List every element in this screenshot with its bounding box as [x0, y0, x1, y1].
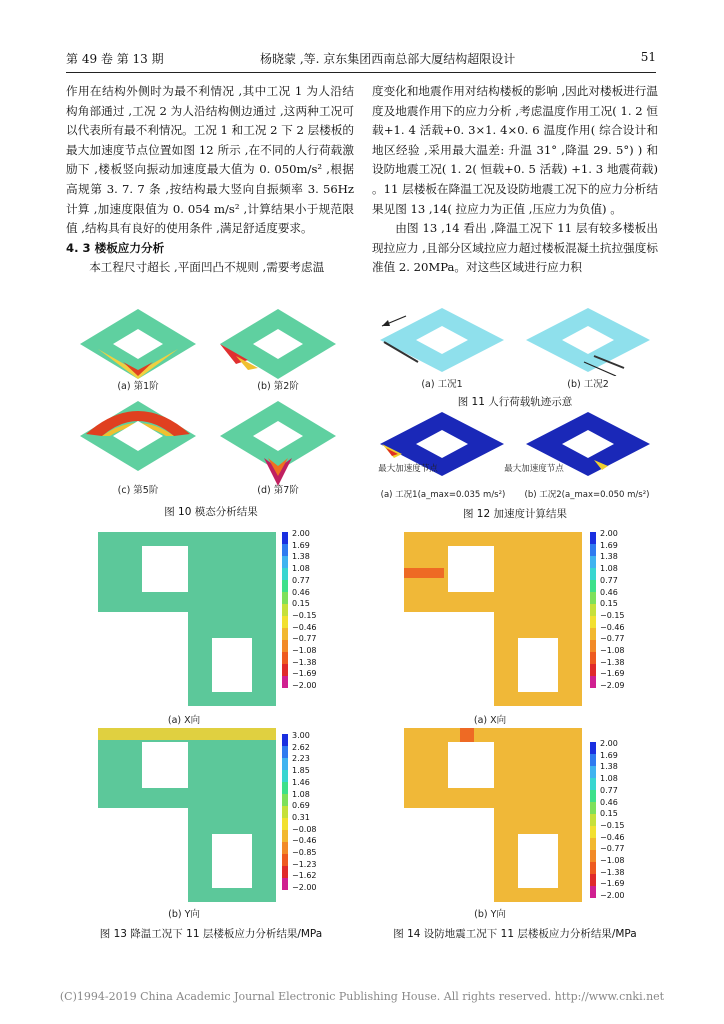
fig14-caption: 图 14 设防地震工况下 11 层楼板应力分析结果/MPa [393, 928, 637, 940]
fig10-subcaption-c: (c) 第5阶 [117, 485, 159, 496]
header-rule [66, 72, 656, 73]
copyright-footer: (C)1994-2019 China Academic Journal Electronic Publishing House. All rights reserved. http://www.cnki.net [59, 990, 665, 1003]
fig10-caption: 图 10 模态分析结果 [164, 506, 258, 518]
figure-14 [400, 528, 586, 900]
right-column-text [372, 82, 658, 278]
fig14-legend-b-labels: 2.00 1.69 1.38 1.08 0.77 0.46 0.15 −0.15 −0.46 −0.77 −1.08 −1.38 −1.69 −2.00 [600, 739, 625, 901]
fig14-plot-y [400, 724, 586, 906]
fig13-subcaption-b: (b) Y向 [168, 909, 200, 920]
right-paragraph-1: 度变化和地震作用对结构楼板的影响 ,因此对楼板进行温度及地震作用下的应力分析 ,考虑温度作用工况( 1. 2 恒载+1. 4 活载+0. 3×1. 4×0. 6 温度作用( 综合设计和地区经验 ,采用最大温差: 升温 31° ,降温 29. 5°) ) 和设防地震工况( 1. 2( 恒载+0. 5 活载) +1. 3 地震荷载) 。11 层楼板在降温工况及设防地震工况下的应力分析结果见图 13 ,14( 拉应力为正值 ,压应力为负值) 。 [372, 84, 658, 216]
fig14-legend-a [590, 528, 630, 724]
fig11-caption: 图 11 人行荷载轨迹示意 [457, 396, 573, 408]
page-number: 51 [640, 50, 656, 64]
fig12-subcaption-b: (b) 工况2(a_max=0.050 m/s²) [524, 490, 650, 500]
fig12-node-label-right: 最大加速度节点 [504, 464, 564, 474]
fig11-subcaption-a: (a) 工况1 [421, 379, 463, 390]
fig13-legend-a-labels: 2.00 1.69 1.38 1.08 0.77 0.46 0.15 −0.15 −0.46 −0.77 −1.08 −1.38 −1.69 −2.00 [292, 529, 317, 691]
left-column-text [66, 82, 354, 278]
fig13-plot-y [94, 724, 280, 906]
fig10-subcaption-a: (a) 第1阶 [117, 381, 159, 392]
figure-11 [372, 304, 658, 408]
fig13-subcaption-a: (a) X向 [167, 715, 201, 726]
acceleration-images [372, 410, 658, 488]
fig13-plot-x [94, 528, 280, 710]
fig14-legend-b [590, 738, 630, 934]
fig11-subcaption-b: (b) 工况2 [567, 379, 609, 390]
fig12-caption: 图 12 加速度计算结果 [462, 508, 568, 520]
fig13-colorbar-b [282, 734, 288, 894]
left-paragraph-2: 本工程尺寸超长 ,平面凹凸不规则 ,需要考虑温 [89, 260, 325, 275]
walking-path-images [372, 304, 658, 376]
issue-label: 第 49 卷 第 13 期 [66, 52, 164, 66]
fig12-subcaption-a: (a) 工况1(a_max=0.035 m/s²) [380, 490, 506, 500]
figure-10 [68, 304, 354, 522]
fig14-colorbar-b [590, 742, 596, 902]
running-title: 杨晓蒙 ,等. 京东集团西南总部大厦结构超限设计 [260, 52, 516, 66]
fig14-legend-a-labels: 2.00 1.69 1.38 1.08 0.77 0.46 0.15 −0.15 −0.46 −0.77 −1.08 −1.38 −1.69 −2.09 [600, 529, 625, 691]
modal-analysis-images [68, 304, 354, 494]
fig10-subcaption-b: (b) 第2阶 [257, 381, 299, 392]
fig10-subcaption-d: (d) 第7阶 [257, 485, 299, 496]
fig14-colorbar-a [590, 532, 596, 692]
fig13-caption: 图 13 降温工况下 11 层楼板应力分析结果/MPa [99, 928, 323, 940]
fig13-colorbar-a [282, 532, 288, 692]
fig14-subcaption-a: (a) X向 [473, 715, 507, 726]
right-paragraph-2: 由图 13 ,14 看出 ,降温工况下 11 层有较多楼板出现拉应力 ,且部分区域拉应力超过楼板混凝土抗拉强度标准值 2. 20MPa。对这些区域进行应力积 [372, 221, 658, 275]
left-paragraph-1: 作用在结构外侧时为最不利情况 ,其中工况 1 为人沿结构角部通过 ,工况 2 为人沿结构侧边通过 ,这两种工况可以代表所有最不利情况。工况 1 和工况 2 下 2 层楼板的最大加速度节点位置如图 12 所示 ,在不同的人行荷载激励下 ,楼板竖向振动加速度最大值为 0. 050m/s² ,根据高规第 3. 7. 7 条 ,按结构最大竖向自振频率 3. 56Hz 计算 ,加速度限值为 0. 054 m/s² ,计算结果小于规范限值 ,结构具有良好的使用条件 ,满足舒适度要求。 [66, 84, 354, 236]
fig14-plot-x [400, 528, 586, 710]
page-header [66, 50, 656, 68]
fig14-subcaption-b: (b) Y向 [474, 909, 506, 920]
section-heading: 4. 3 楼板应力分析 [66, 240, 165, 255]
figure-12 [372, 410, 658, 522]
fig13-legend-b-labels: 3.00 2.62 2.23 1.85 1.46 1.08 0.69 0.31 −0.08 −0.46 −0.85 −1.23 −1.62 −2.00 [292, 731, 317, 893]
fig13-legend-b [282, 730, 322, 926]
fig12-node-label-left: 最大加速度节点 [378, 464, 438, 474]
fig13-legend-a [282, 528, 322, 724]
